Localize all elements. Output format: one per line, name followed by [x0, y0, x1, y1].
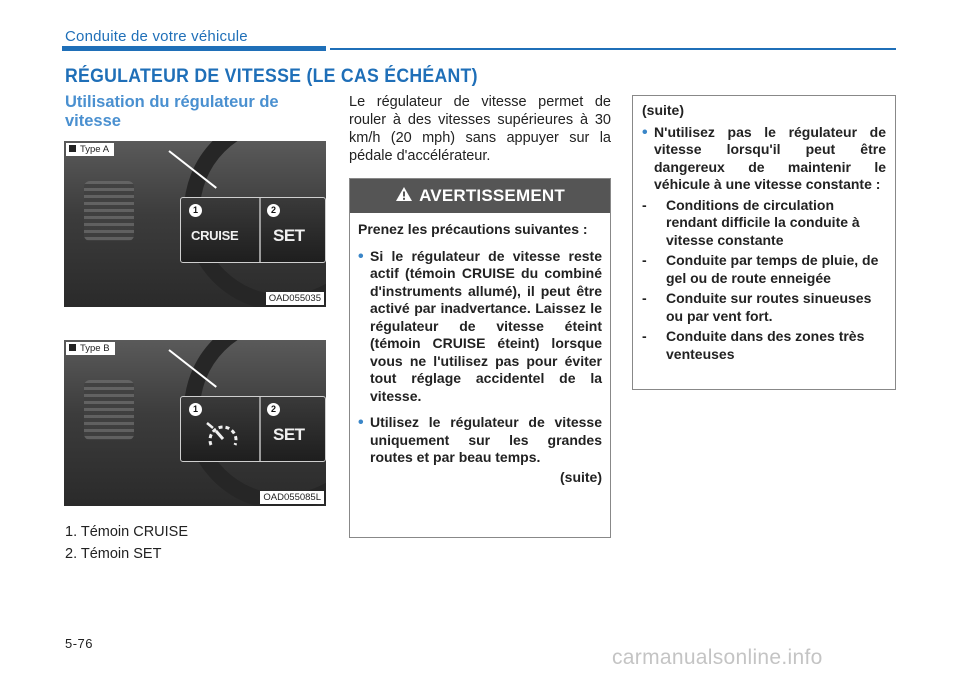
- intro-paragraph: Le régulateur de vitesse permet de rouler à des vitesses supérieures à 30 km/h (20 mph) sans appuyer sur la pédale d'accélérateur.: [349, 94, 611, 164]
- number-badge-1: 1: [189, 204, 202, 217]
- warning-bullet: • N'utilisez pas le régulateur de vitesse lorsqu'il peut être dangereux de maintenir le véhicule à une vitesse constante :: [642, 124, 886, 194]
- continued-warning-box: [632, 95, 896, 390]
- panel-divider: [259, 198, 261, 262]
- warning-header: [350, 179, 610, 213]
- legend-item: 1. Témoin CRUISE: [65, 524, 189, 540]
- watermark: carmanualsonline.info: [612, 646, 823, 669]
- type-label-text: Type B: [80, 343, 110, 354]
- number-badge-1: 1: [189, 403, 202, 416]
- warning-title: AVERTISSEMENT: [419, 186, 565, 205]
- continued-label: (suite): [560, 468, 602, 485]
- type-label-text: Type A: [80, 144, 110, 155]
- set-indicator-label: SET: [273, 425, 305, 444]
- warning-body: [350, 213, 610, 486]
- condition-item: - Conduite dans des zones très venteuses: [642, 328, 865, 362]
- air-vent-illustration: [84, 380, 134, 440]
- warning-bullet: • Si le régulateur de vitesse reste actif (témoin CRUISE du combiné d'instruments allumé), il peut être activé par inadvertance. Laissez le régulateur de vitesse éteint (témoin CRUISE éteint) lorsque vous ne l'utilisez pas pour éviter tout réglage accidentel de la vitesse.: [358, 248, 602, 406]
- indicator-panel: [180, 197, 326, 263]
- set-indicator-label: SET: [273, 226, 305, 245]
- number-badge-2: 2: [267, 403, 280, 416]
- condition-item: - Conditions de circulation rendant difficile la conduite à vitesse constante: [642, 196, 860, 248]
- header-rule-thin: [330, 48, 896, 50]
- warning-box: [349, 178, 611, 538]
- condition-item: - Conduite par temps de pluie, de gel ou de route enneigée: [642, 252, 879, 286]
- page-number: 5-76: [65, 636, 94, 651]
- warning-bullet: • Utilisez le régulateur de vitesse uniquement sur les grandes routes et par beau temps.: [358, 414, 602, 467]
- warning-lead: Prenez les précautions suivantes :: [358, 221, 588, 237]
- figure-type-a: [64, 141, 326, 307]
- warning-triangle-icon: [395, 186, 413, 202]
- condition-item: - Conduite sur routes sinueuses ou par vent fort.: [642, 290, 872, 324]
- condition-text: Conduite sur routes sinueuses ou par vent fort.: [666, 290, 872, 324]
- figure-code: OAD055035: [266, 292, 324, 305]
- condition-text: Conduite par temps de pluie, de gel ou de route enneigée: [666, 252, 879, 286]
- type-label: [66, 143, 114, 156]
- subsection-heading: Utilisation du régulateur de vitesse: [65, 93, 279, 130]
- type-label: [66, 342, 115, 355]
- indicator-panel: [180, 396, 326, 462]
- figure-code: OAD055085L: [260, 491, 324, 504]
- figure-type-b: [64, 340, 326, 506]
- square-bullet-icon: [69, 145, 76, 152]
- cruise-indicator-label: CRUISE: [191, 228, 239, 243]
- section-title: RÉGULATEUR DE VITESSE (LE CAS ÉCHÉANT): [65, 66, 478, 87]
- air-vent-illustration: [84, 181, 134, 241]
- legend-item: 2. Témoin SET: [65, 546, 162, 562]
- condition-text: Conditions de circulation rendant difficile la conduite à vitesse constante: [666, 196, 860, 248]
- square-bullet-icon: [69, 344, 76, 351]
- speedometer-icon: [205, 419, 241, 451]
- chapter-title: Conduite de votre véhicule: [65, 28, 248, 45]
- panel-divider: [259, 397, 261, 461]
- condition-text: Conduite dans des zones très venteuses: [666, 328, 865, 362]
- continued-label: (suite): [642, 102, 684, 118]
- number-badge-2: 2: [267, 204, 280, 217]
- header-rule-thick: [62, 46, 326, 51]
